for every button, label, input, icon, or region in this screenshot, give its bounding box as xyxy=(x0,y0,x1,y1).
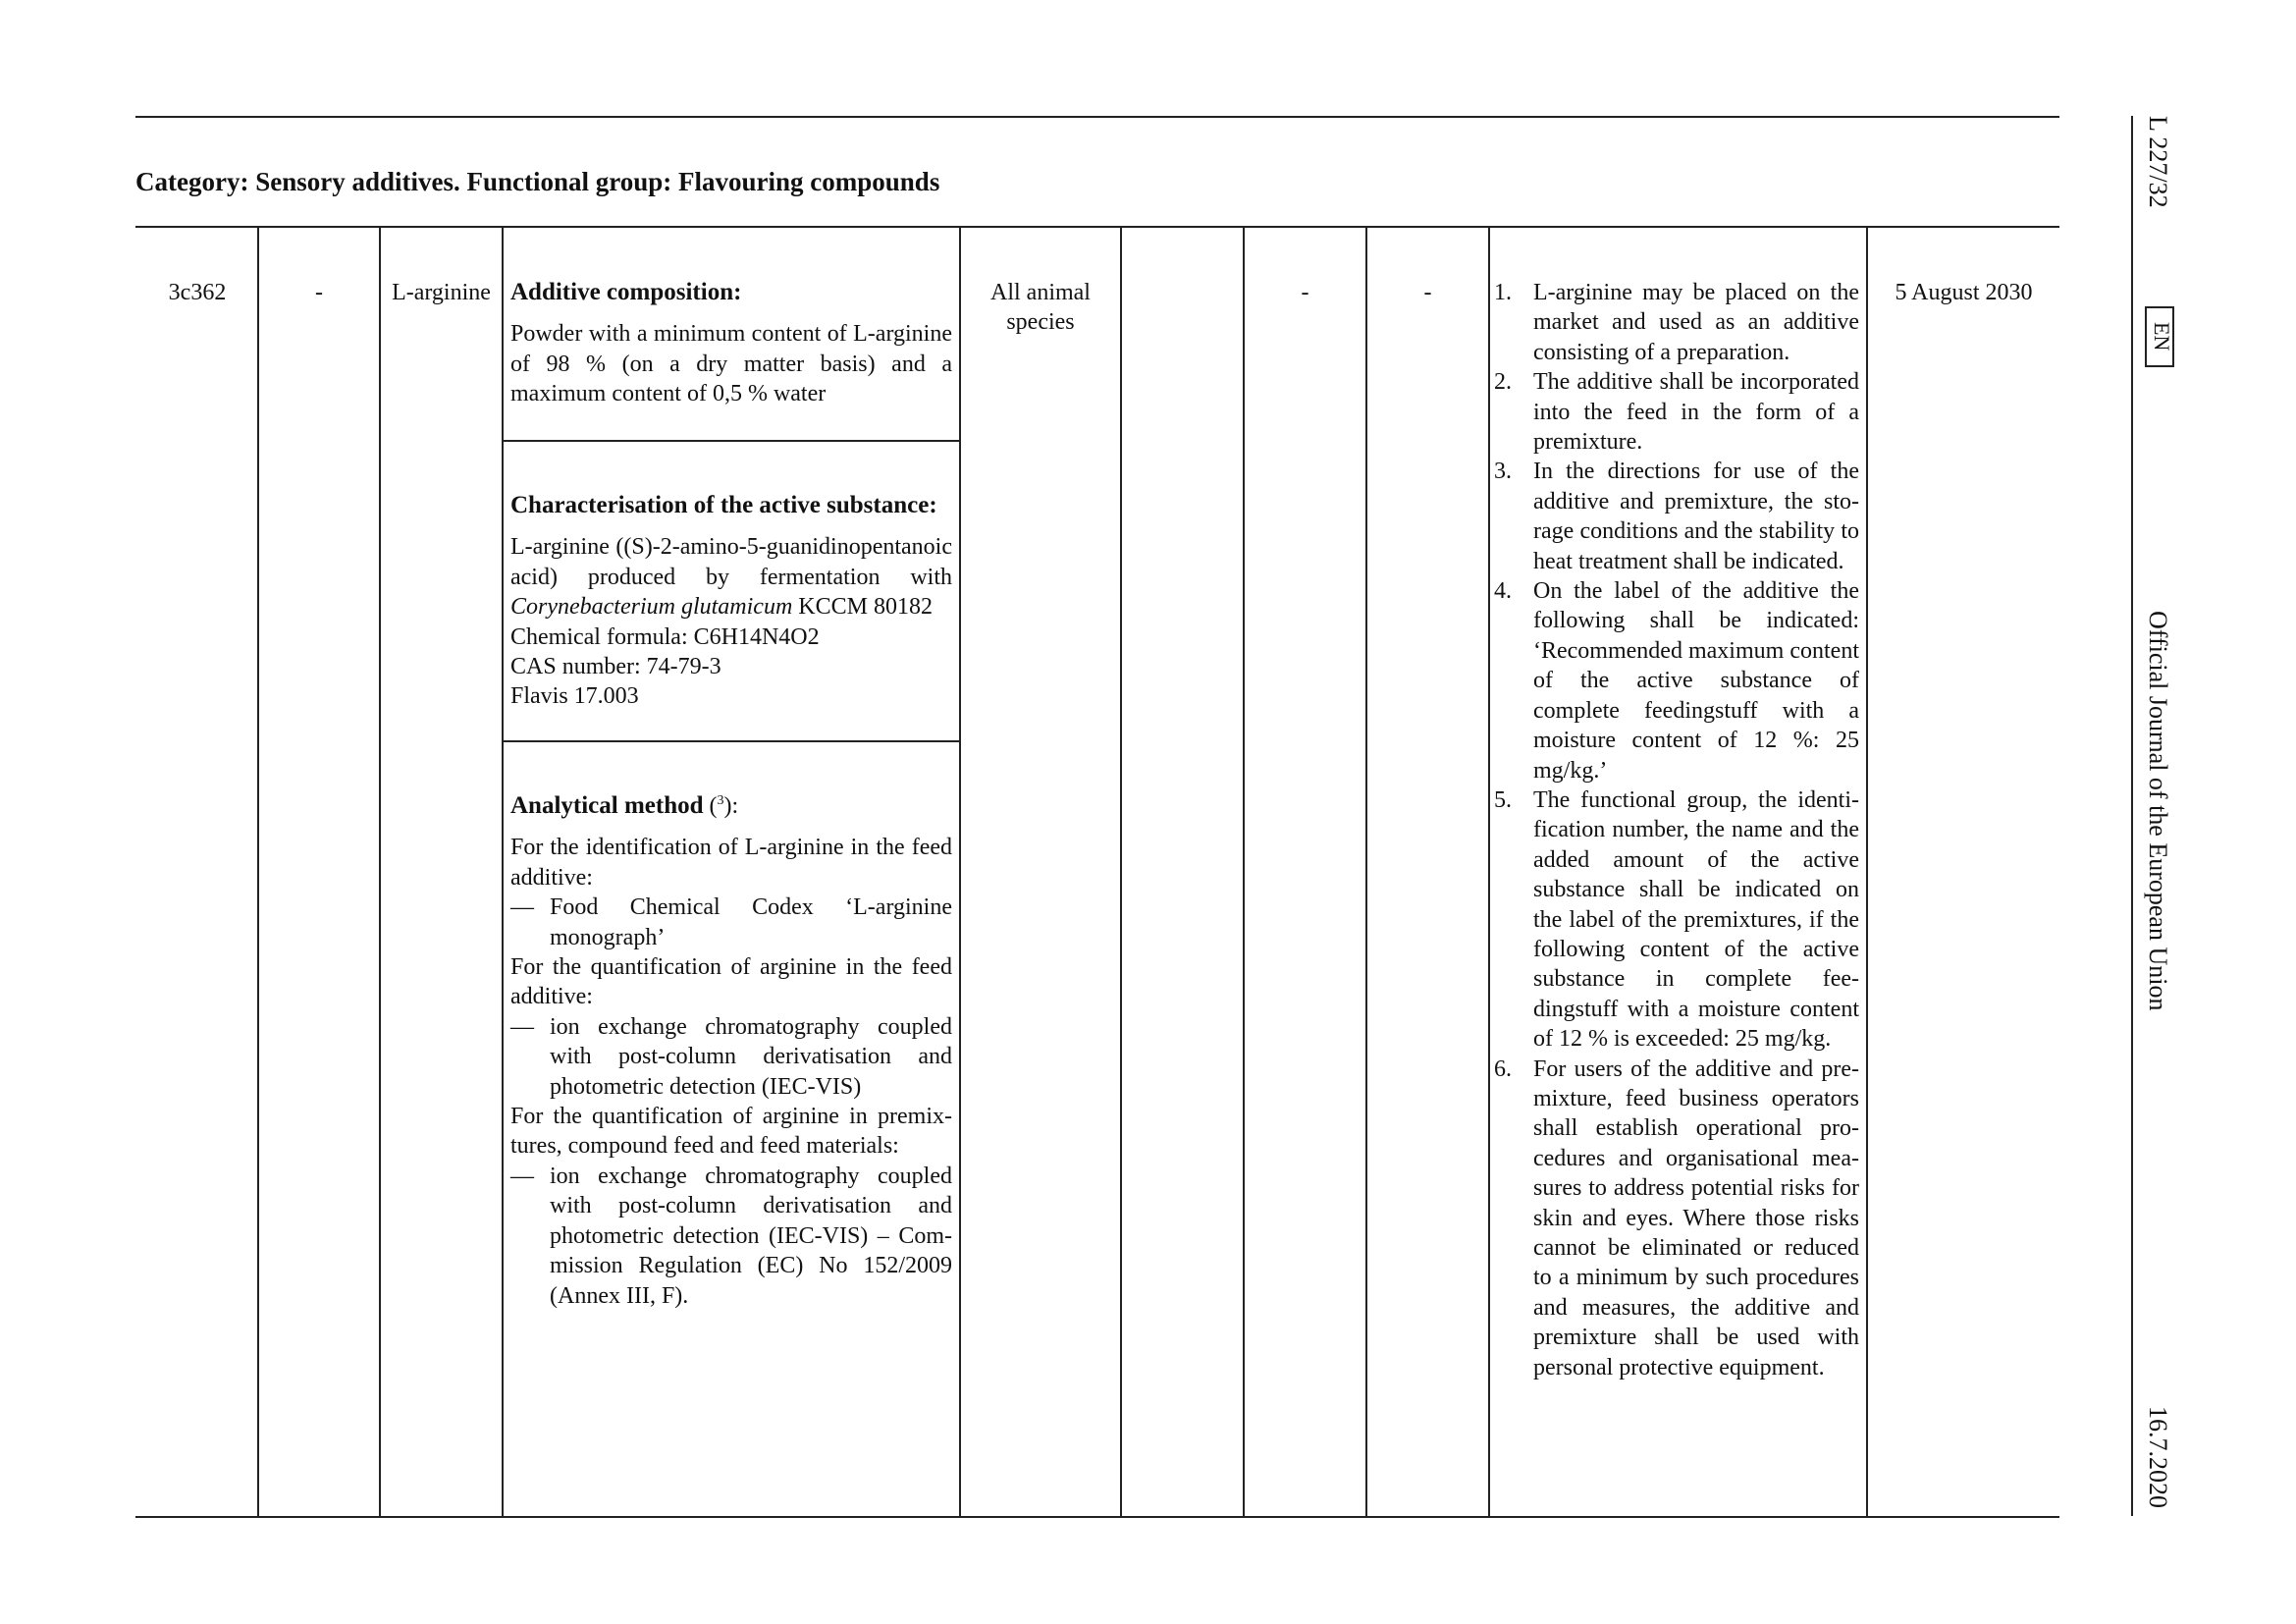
method-text: Food Chemical Codex ‘L-arginine monograph’ xyxy=(550,894,952,950)
column-divider xyxy=(1243,227,1245,1516)
identification-number: 3c362 xyxy=(168,280,227,305)
section-divider xyxy=(503,740,960,742)
expiry-date: 5 August 2030 xyxy=(1895,280,2033,305)
column-divider xyxy=(1120,227,1122,1516)
animal-species: All animal species xyxy=(990,280,1091,336)
column-divider xyxy=(257,227,259,1516)
provision-text: In the directions for use of the additive and premixture, the storage conditions and the stability to heat treatment shall be indicated. xyxy=(1533,459,1859,574)
margin-rule xyxy=(2131,116,2133,1516)
provision-number: 1. xyxy=(1494,280,1512,305)
column-divider xyxy=(502,227,504,1516)
list-item xyxy=(510,893,952,952)
method-text: ion exchange chromatography coupled with post-column derivatisation and photometric detection (IEC-VIS) – Commission Regulation (EC) No 152/2009 (Annex III, F). xyxy=(550,1163,952,1309)
minimum-content: - xyxy=(1301,280,1309,305)
category-title: Category: Sensory additives. Functional group: Flavouring compounds xyxy=(135,167,940,196)
authorisation-holder: - xyxy=(315,280,323,305)
active-substance-characterisation xyxy=(510,491,952,712)
provision-number: 4. xyxy=(1494,578,1512,605)
provision-item xyxy=(1494,1055,1859,1382)
composition-heading: Additive composition: xyxy=(510,279,742,305)
dash-marker: — xyxy=(510,894,534,921)
analytical-heading: Analytical method xyxy=(510,792,704,819)
provision-text: The functional group, the identification number, the name and the added amount of the active substance shall be indicated on the label of the premixtures, if the following content of the active substance in complete feedingstuff with a moisture content of 12 % is exceeded: 25 mg/kg. xyxy=(1533,786,1859,1053)
footnote-ref: 3 xyxy=(717,793,724,808)
provision-text: For users of the additive and premixture, feed business operators shall establish operational procedures and organisational measures to address potential risks for skin and eyes. Where those risks cannot be eliminated or reduced to a minimum by such procedures and measures, the additive and premixture shall be used with personal protective equipment. xyxy=(1533,1056,1859,1380)
method-text: ion exchange chromatography coupled with post-column derivatisation and photometric detection (IEC-VIS) xyxy=(550,1013,952,1100)
composition-text: Powder with a minimum content of L-arginine of 98 % (on a dry matter basis) and a maximum content of 0,5 % water xyxy=(510,321,952,407)
journal-title: Official Journal of the European Union xyxy=(2144,611,2172,1011)
table-top-rule xyxy=(135,226,2059,228)
cas-number: CAS number: 74-79-3 xyxy=(510,654,721,680)
column-divider xyxy=(959,227,961,1516)
provision-text: L-arginine may be placed on the market and used as an additive consisting of a preparation. xyxy=(1533,280,1859,365)
provision-number: 6. xyxy=(1494,1056,1512,1082)
column-divider xyxy=(1488,227,1490,1516)
characterisation-heading: Characterisation of the active substance: xyxy=(510,492,937,518)
maximum-content: - xyxy=(1423,280,1432,305)
additive-name: L-arginine xyxy=(392,280,491,305)
column-divider xyxy=(379,227,381,1516)
provision-number: 3. xyxy=(1494,459,1512,485)
characterisation-description xyxy=(510,532,952,622)
strain-number: KCCM 80182 xyxy=(792,594,933,621)
analytical-heading-line: Analytical method ($^3$): xyxy=(510,792,739,819)
chemical-formula: Chemical formula: C6H14N4O2 xyxy=(510,623,820,650)
organism-name: Corynebacterium glutamicum xyxy=(510,594,793,621)
quantification-intro: For the quantification of arginine in the feed additive: xyxy=(510,954,952,1010)
provision-item xyxy=(1494,785,1859,1055)
identification-intro: For the identification of L-arginine in the feed additive: xyxy=(510,835,952,891)
column-divider xyxy=(1365,227,1367,1516)
header-rule xyxy=(135,116,2059,118)
list-item xyxy=(510,1012,952,1102)
provision-item xyxy=(1494,278,1859,367)
section-divider xyxy=(503,440,960,442)
dash-marker: — xyxy=(510,1163,534,1189)
publication-date: 16.7.2020 xyxy=(2144,1406,2172,1508)
heading-colon: : xyxy=(731,793,739,819)
provision-item xyxy=(1494,367,1859,457)
list-item xyxy=(510,1162,952,1311)
provision-item xyxy=(1494,576,1859,785)
column-divider xyxy=(1866,227,1868,1516)
dash-marker: — xyxy=(510,1013,534,1040)
provision-number: 5. xyxy=(1494,786,1512,813)
additive-composition xyxy=(510,278,952,409)
characterisation-line: L-arginine ((S)-2-amino-5-guanidinopentanoic acid) produced by fermentation with xyxy=(510,534,952,590)
provision-number: 2. xyxy=(1494,369,1512,396)
language-code: EN xyxy=(2150,322,2174,352)
language-badge xyxy=(2145,306,2174,367)
flavis-number: Flavis 17.003 xyxy=(510,683,639,710)
provision-item xyxy=(1494,457,1859,576)
provision-text: The additive shall be incorporated into the feed in the form of a premixture. xyxy=(1533,369,1859,456)
other-provisions xyxy=(1494,278,1859,1382)
premixture-quantification-intro: For the quantification of arginine in premixtures, compound feed and feed materials: xyxy=(510,1104,952,1160)
analytical-method xyxy=(510,791,952,1311)
page-reference: L 227/32 xyxy=(2144,116,2172,208)
provision-text: On the label of the additive the following shall be indicated: ‘Recommended maximum content of the active substance of complete feedingstuff with a moisture content of 12 %: 25 mg/kg.’ xyxy=(1533,578,1859,784)
table-bottom-rule xyxy=(135,1516,2059,1518)
